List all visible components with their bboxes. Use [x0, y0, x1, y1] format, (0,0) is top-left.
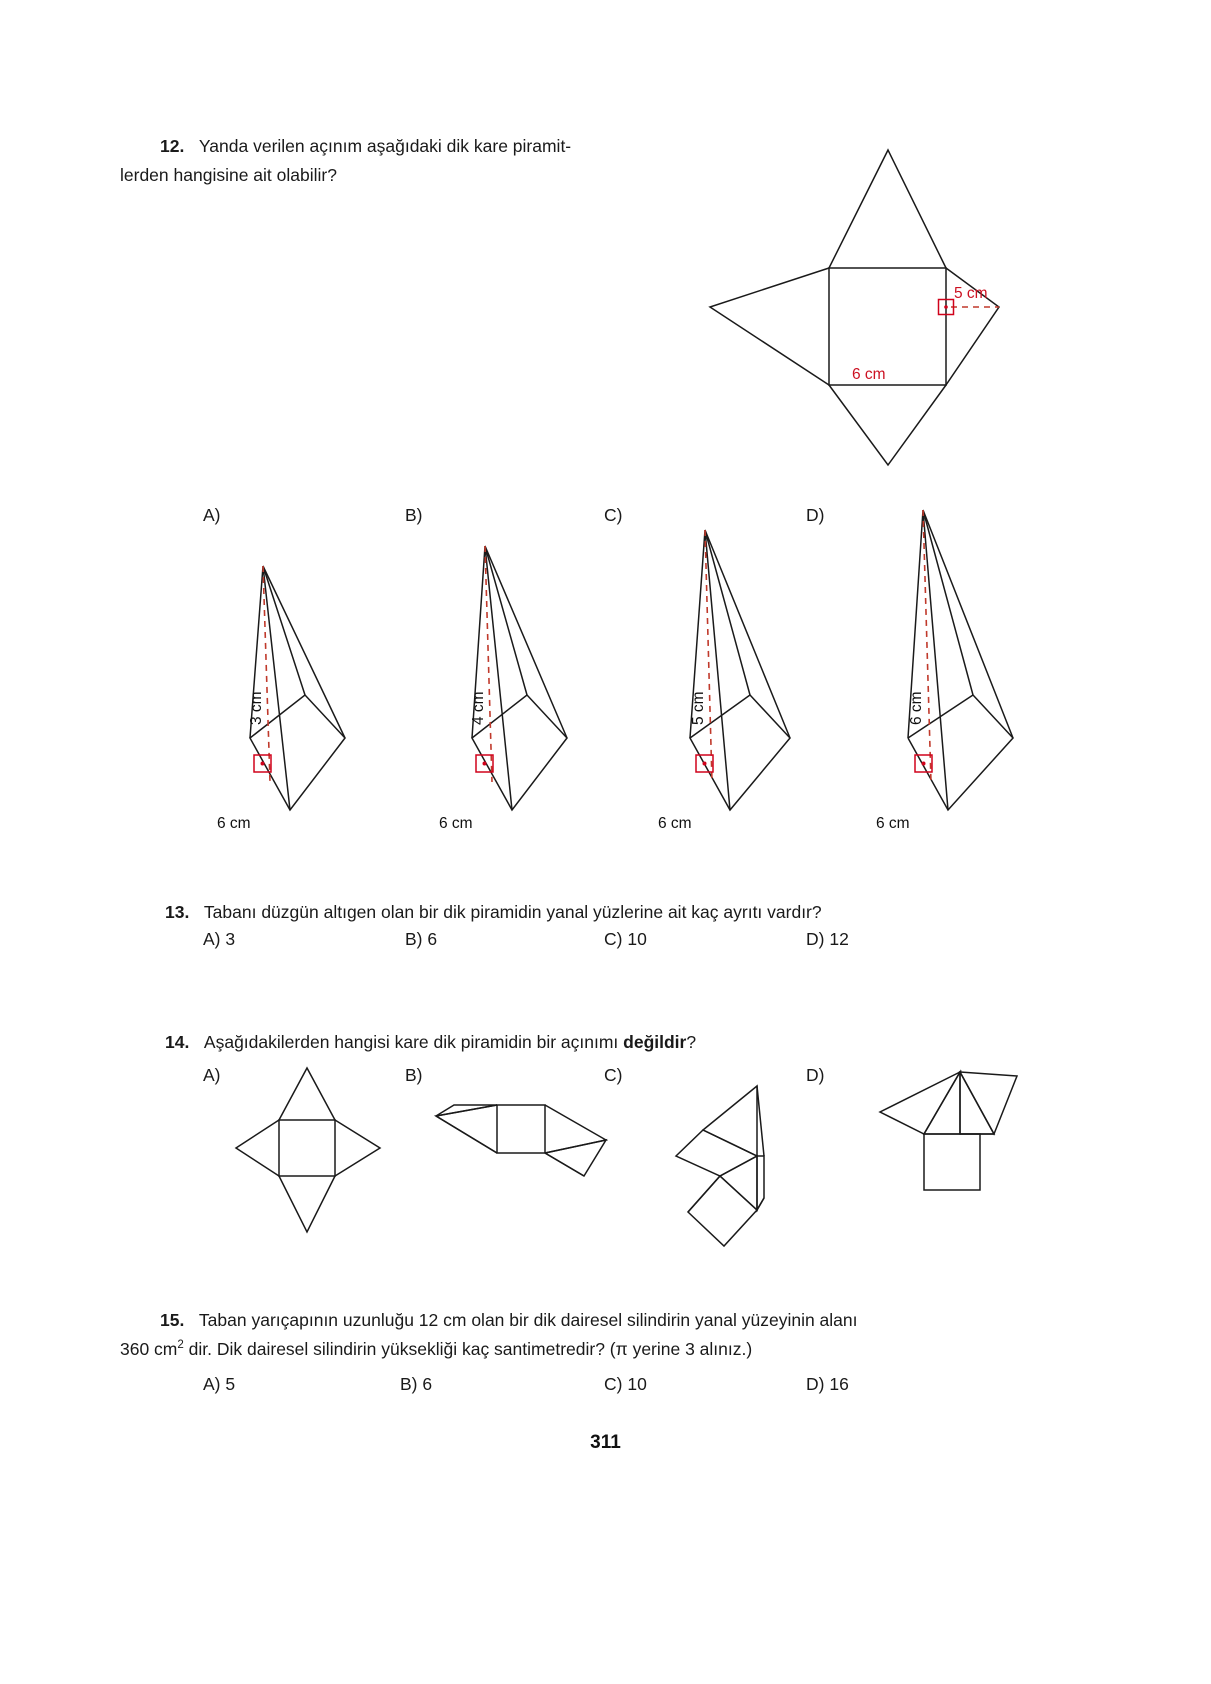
pyramid-a-height-label: 3 cm [248, 691, 265, 725]
q12-text-line2 [120, 161, 680, 189]
pyramid-d-right-edge [923, 510, 1013, 738]
q14-prompt-after: ? [686, 1032, 697, 1052]
q13-option-b[interactable] [405, 929, 437, 950]
q15-area-value: 360 cm [120, 1339, 178, 1359]
q15-option-c-label: C) [604, 1374, 623, 1394]
q15-option-b-label: B) [400, 1374, 418, 1394]
q15-prompt-line1: Taban yarıçapının uzunluğu 12 cm olan bir dik dairesel silindirin yanal yüzeyinin alanı [198, 1310, 858, 1330]
pyramid-a-back-edge [263, 566, 305, 695]
net-square-base [829, 268, 946, 385]
q14-option-a-label[interactable]: A) [203, 1065, 221, 1085]
pyramid-b-right-edge [485, 546, 567, 738]
q15-option-c-value: 10 [627, 1374, 647, 1394]
q12-option-b-figure[interactable] [392, 520, 592, 840]
q15-option-b-value: 6 [422, 1374, 433, 1394]
q14c-edge-bottom-left [688, 1176, 720, 1212]
q14c-right-sliver [757, 1156, 764, 1210]
q13-option-a-value: 3 [225, 929, 236, 949]
pyramid-a-base-label: 6 cm [217, 815, 251, 832]
q14-text [165, 1028, 1065, 1056]
q14-option-c-figure[interactable] [660, 1078, 840, 1253]
q14c-edge-right-bot [757, 1198, 764, 1210]
q15-option-a[interactable] [203, 1374, 235, 1395]
q14a-triangle-left [236, 1120, 279, 1176]
q12-prompt-line2: lerden hangisine ait olabilir? [120, 165, 337, 185]
q13-prompt: Tabanı düzgün altıgen olan bir dik piramidin yanal yüzlerine ait kaç ayrıtı vardır? [203, 902, 822, 922]
q14b-triangle-left-lower [436, 1105, 497, 1153]
pyramid-d-right-angle-dot [922, 762, 926, 766]
q13-option-c[interactable] [604, 929, 647, 950]
pyramid-a-right-edge [263, 566, 345, 738]
q13-number: 13. [165, 902, 190, 922]
q13-option-c-label: C) [604, 929, 623, 949]
pyramid-a-right-angle-dot [261, 762, 265, 766]
pyramid-d-front-edges [908, 510, 948, 810]
q15-option-d-label: D) [806, 1374, 825, 1394]
q14c-center [720, 1156, 757, 1210]
q15-option-a-label: A) [203, 1374, 221, 1394]
pyramid-c-height-label: 5 cm [690, 691, 707, 725]
q14-prompt-bold: değildir [623, 1032, 687, 1052]
q15-prompt-line2: dir. Dik dairesel silindirin yüksekliği kaç santimetredir? (π yerine 3 alınız.) [183, 1339, 753, 1359]
q15-option-a-value: 5 [225, 1374, 236, 1394]
q12-option-b-label[interactable]: B) [405, 505, 423, 525]
q14d-triangle-left [880, 1072, 960, 1134]
q14d-triangle-midright [960, 1072, 994, 1134]
q13-option-b-value: 6 [427, 929, 438, 949]
q14b-edge-right-b [545, 1153, 584, 1176]
q14b-edge-left-b [436, 1116, 497, 1153]
net-base-label: 6 cm [852, 366, 886, 383]
q15-text-line1 [160, 1306, 1040, 1334]
net-triangle-top [829, 150, 946, 268]
q12-net-figure [650, 125, 1020, 485]
pyramid-b-base-label: 6 cm [439, 815, 473, 832]
net-triangle-bottom [829, 385, 946, 465]
q12-option-c-label[interactable]: C) [604, 505, 623, 525]
pyramid-c-right-edge [705, 530, 790, 738]
q14-option-c-label[interactable]: C) [604, 1065, 623, 1085]
q14b-square [497, 1105, 545, 1153]
pyramid-d-height-label: 6 cm [908, 691, 925, 725]
q15-text-line2 [120, 1335, 1040, 1363]
q14-prompt-before: Aşağıdakilerden hangisi kare dik piramidin bir açınımı [203, 1032, 624, 1052]
q12-text-line1 [160, 132, 680, 160]
q13-option-d-label: D) [806, 929, 825, 949]
q14a-triangle-bottom [279, 1176, 335, 1232]
q14-option-d-label[interactable]: D) [806, 1065, 825, 1085]
q13-option-a[interactable] [203, 929, 235, 950]
pyramid-c-right-angle-dot [703, 762, 707, 766]
net-right-angle-dot [944, 305, 948, 309]
net-slant-label: 5 cm [954, 285, 988, 302]
q14d-square [924, 1134, 980, 1190]
q14a-triangle-right [335, 1120, 380, 1176]
q15-option-d[interactable] [806, 1374, 849, 1395]
q14c-bottom-square [688, 1176, 757, 1246]
q12-number: 12. [160, 136, 185, 156]
pyramid-d-base-label: 6 cm [876, 815, 910, 832]
q12-prompt-line1: Yanda verilen açınım aşağıdaki dik kare piramit- [198, 136, 572, 156]
q14-option-d-figure[interactable] [862, 1062, 1042, 1242]
q13-option-d-value: 12 [829, 929, 849, 949]
q12-option-a-figure[interactable] [170, 550, 370, 840]
q14c-edge-right-top [757, 1086, 764, 1156]
page-number: 311 [590, 1432, 621, 1453]
q15-option-c[interactable] [604, 1374, 647, 1395]
q15-area-exponent: 2 [177, 1339, 184, 1352]
q14c-triangle-top [703, 1086, 757, 1156]
q14-option-b-figure[interactable] [424, 1080, 624, 1210]
pyramid-b-back-edge [485, 546, 527, 695]
q15-number: 15. [160, 1310, 185, 1330]
q12-option-d-figure[interactable] [828, 488, 1043, 840]
q14-option-a-figure[interactable] [228, 1060, 398, 1260]
q14a-square [279, 1120, 335, 1176]
q12-option-d-label[interactable]: D) [806, 505, 825, 525]
pyramid-b-right-angle-dot [483, 762, 487, 766]
net-triangle-left [710, 268, 829, 385]
q13-text [165, 898, 1065, 926]
q14-option-b-label[interactable]: B) [405, 1065, 423, 1085]
pyramid-c-base-label: 6 cm [658, 815, 692, 832]
q15-option-d-value: 16 [829, 1374, 849, 1394]
q14a-triangle-top [279, 1068, 335, 1120]
q15-option-b[interactable] [400, 1374, 432, 1395]
pyramid-b-height-label: 4 cm [470, 691, 487, 725]
q13-option-b-label: B) [405, 929, 423, 949]
q13-option-a-label: A) [203, 929, 221, 949]
q13-option-c-value: 10 [627, 929, 647, 949]
q14c-mid-left [676, 1130, 757, 1176]
q14-number: 14. [165, 1032, 190, 1052]
q12-option-c-figure[interactable] [610, 500, 820, 840]
q13-option-d[interactable] [806, 929, 849, 950]
q12-option-a-label[interactable]: A) [203, 505, 221, 525]
